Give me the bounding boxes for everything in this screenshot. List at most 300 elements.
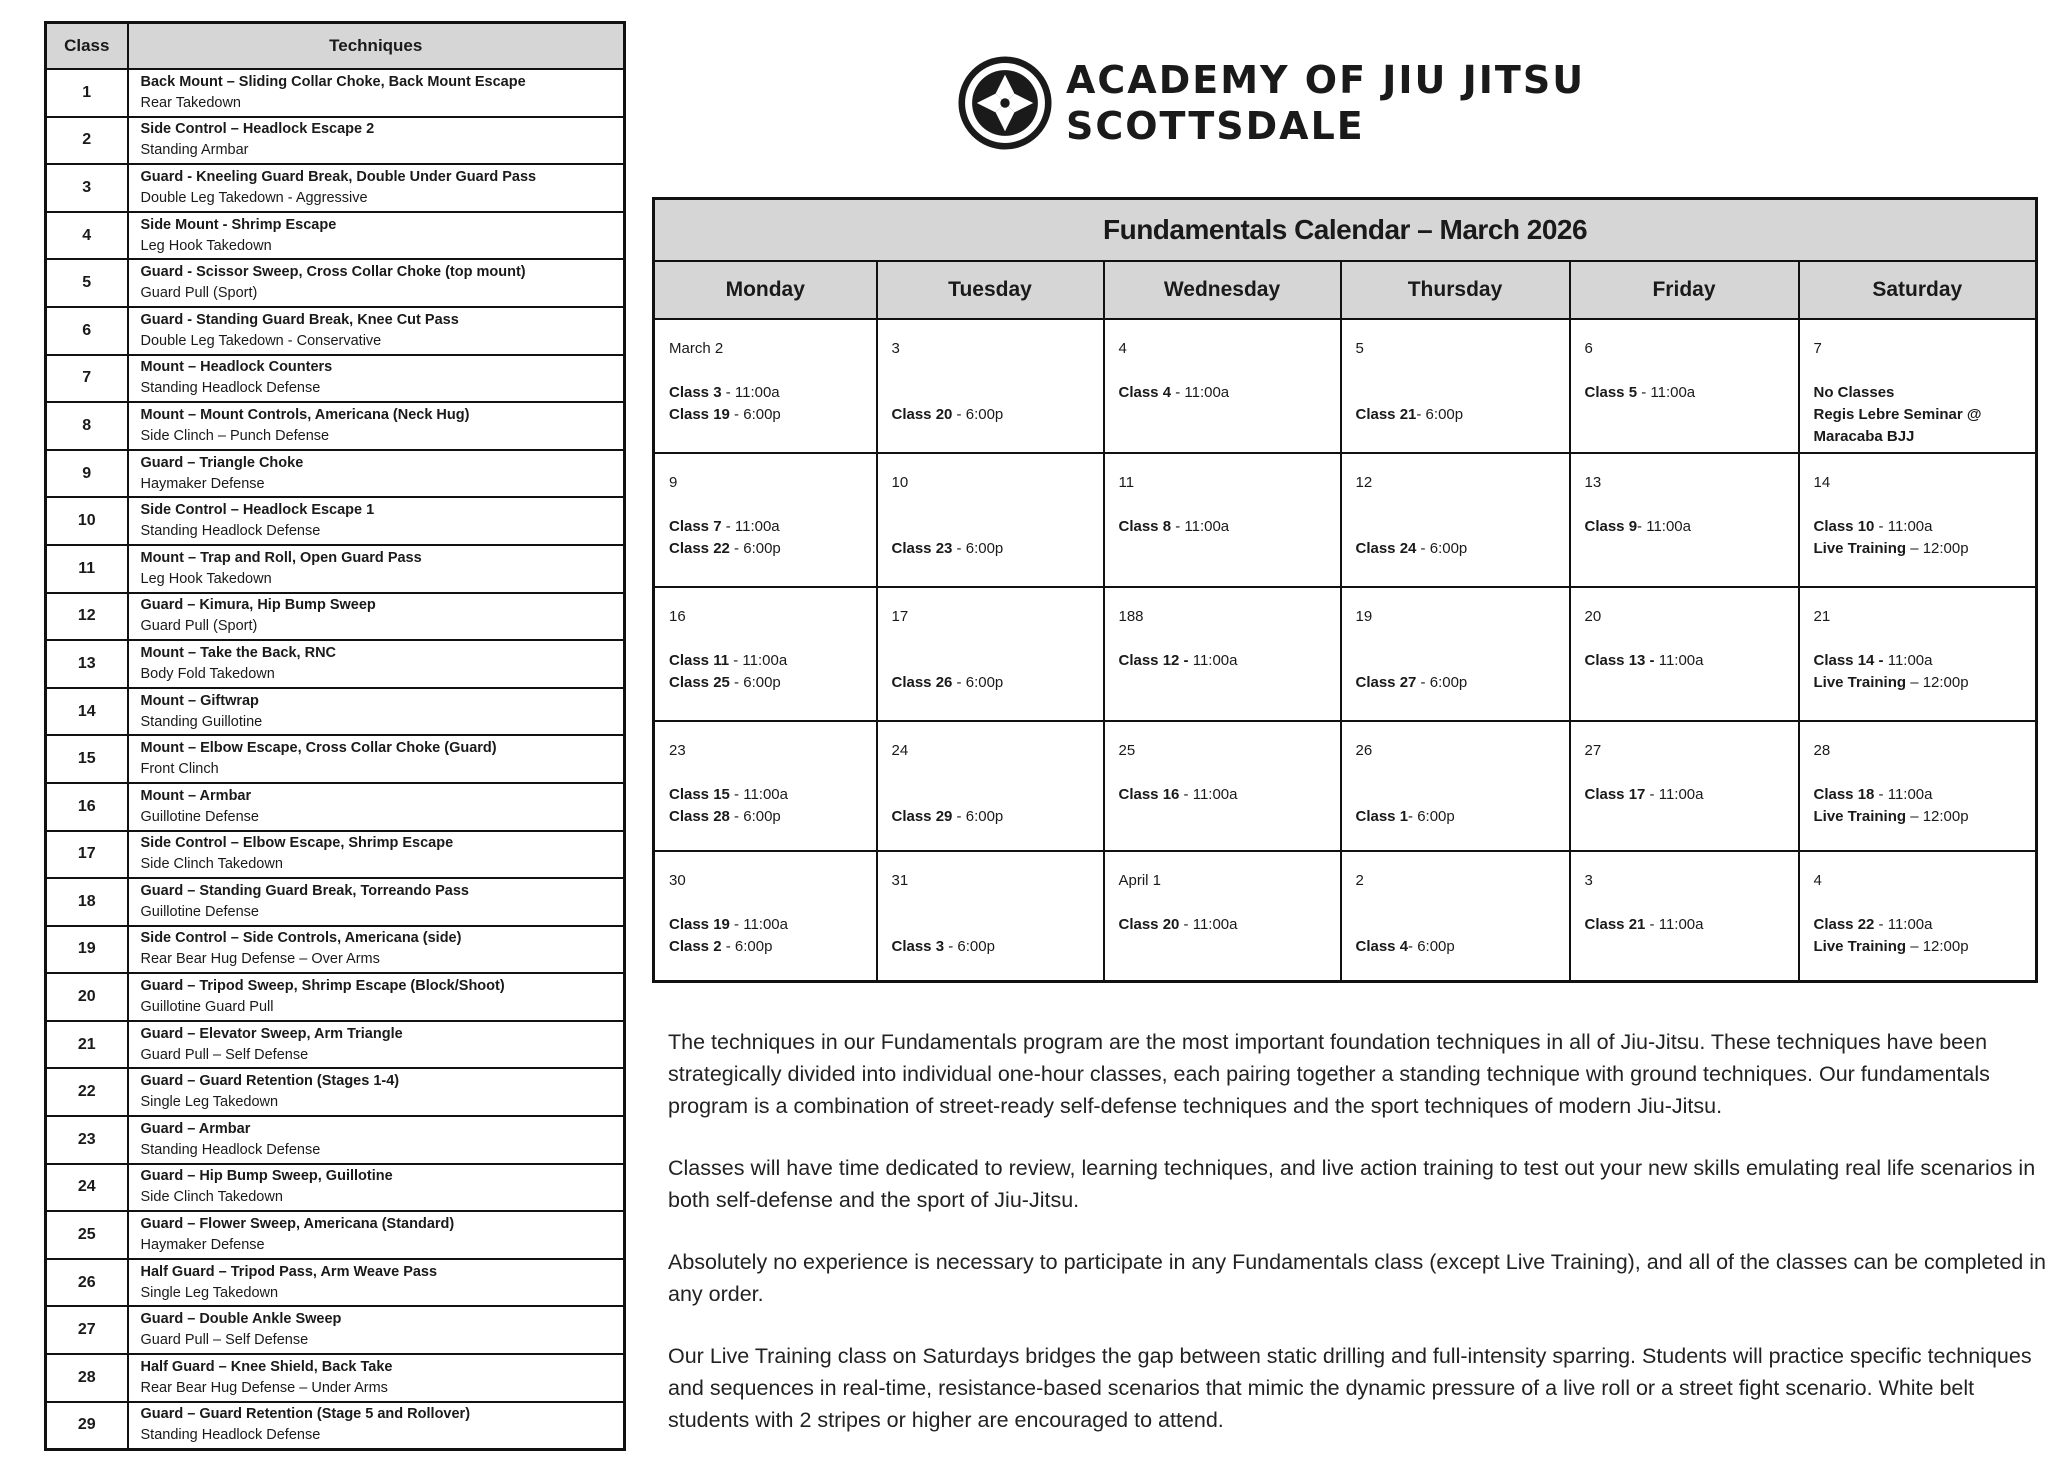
calendar-day-cell <box>1104 453 1341 587</box>
technique-row <box>46 450 625 498</box>
day-header-saturday: Saturday <box>1799 261 2037 319</box>
class-entry-label: Class 20 <box>1118 916 1180 933</box>
technique-row <box>46 1306 625 1354</box>
class-entry <box>892 516 1103 538</box>
calendar-day-cell <box>1341 851 1570 981</box>
class-number: 28 <box>46 1354 128 1402</box>
calendar-day-cell <box>877 319 1104 453</box>
class-entry-time: - 11:00a <box>1171 384 1230 401</box>
class-entry <box>1356 538 1569 560</box>
day-date: 21 <box>1813 608 1831 625</box>
day-date: 23 <box>669 742 686 759</box>
technique-row <box>46 735 625 783</box>
day-date: 26 <box>1355 742 1373 759</box>
technique-main: Mount – Giftwrap <box>140 692 259 709</box>
class-entry-label: Live Training <box>1813 674 1907 691</box>
technique-row <box>46 1354 625 1402</box>
class-entry-label: Class 17 <box>1584 786 1646 803</box>
technique-main: Mount – Headlock Counters <box>140 359 333 376</box>
calendar-day-headers <box>654 261 2037 319</box>
technique-main: Back Mount – Sliding Collar Choke, Back Mount Escape <box>140 73 526 90</box>
class-entry-label: Class 4 <box>1355 938 1409 955</box>
class-entry-label: Class 28 <box>669 808 730 825</box>
class-number: 16 <box>46 783 128 831</box>
class-entry <box>669 650 876 672</box>
technique-main: Guard – Elevator Sweep, Arm Triangle <box>140 1025 403 1042</box>
technique-description <box>128 450 625 498</box>
technique-row <box>46 545 625 593</box>
technique-description <box>128 1306 625 1354</box>
class-entry <box>1119 382 1340 404</box>
technique-row <box>46 1259 625 1307</box>
class-entry <box>892 382 1103 404</box>
technique-description <box>128 212 625 260</box>
class-entry-time: - 11:00a <box>1171 518 1230 535</box>
class-entry <box>1356 404 1569 426</box>
class-entry-time: - 6:00p <box>1408 938 1455 955</box>
class-number: 15 <box>46 735 128 783</box>
technique-sub: Leg Hook Takedown <box>140 237 272 254</box>
technique-sub: Guard Pull – Self Defense <box>140 1046 309 1063</box>
calendar-day-cell <box>877 721 1104 851</box>
class-entry-time: - 11:00a <box>1637 384 1696 401</box>
class-entry <box>1356 806 1569 828</box>
class-entry <box>1356 650 1569 672</box>
technique-description <box>128 1021 625 1069</box>
technique-sub: Single Leg Takedown <box>140 1094 279 1111</box>
class-entry-time: - 6:00p <box>1416 674 1468 691</box>
calendar-week-row <box>654 721 2037 851</box>
technique-description <box>128 831 625 879</box>
class-entry-label: Class 16 <box>1118 786 1180 803</box>
day-date: 28 <box>1813 742 1831 759</box>
class-entry-label: Class 18 <box>1813 786 1875 803</box>
day-date: 2 <box>1355 872 1364 889</box>
day-date: 20 <box>1584 608 1602 625</box>
class-number: 22 <box>46 1068 128 1116</box>
technique-description <box>128 973 625 1021</box>
class-entry-time: - 11:00a <box>729 786 788 803</box>
class-entry-label: Class 21 <box>1355 406 1417 423</box>
technique-description <box>128 1259 625 1307</box>
calendar-day-cell <box>1570 453 1799 587</box>
program-description <box>668 1026 2048 1466</box>
class-number: 1 <box>46 69 128 117</box>
class-number: 21 <box>46 1021 128 1069</box>
technique-main: Mount – Elbow Escape, Cross Collar Choke (Guard) <box>140 740 497 757</box>
technique-main: Guard - Standing Guard Break, Knee Cut Pass <box>140 311 459 328</box>
description-paragraph-3: Absolutely no experience is necessary to participate in any Fundamentals class (except Live Training), and all of the classes can be completed in any order. <box>668 1250 2046 1306</box>
technique-main: Guard – Guard Retention (Stages 1-4) <box>140 1073 400 1090</box>
class-entry-time: - 11:00a <box>729 916 788 933</box>
calendar-week-row <box>654 851 2037 981</box>
technique-sub: Standing Headlock Defense <box>140 523 321 540</box>
day-header-friday: Friday <box>1570 261 1799 319</box>
calendar-day-cell <box>654 587 877 721</box>
class-entry-time: – 12:00p <box>1906 674 1969 691</box>
technique-sub: Guillotine Guard Pull <box>140 999 274 1016</box>
technique-sub: Standing Headlock Defense <box>140 380 321 397</box>
class-entry-label: Class 3 <box>891 938 945 955</box>
day-date: 19 <box>1355 608 1373 625</box>
calendar-day-cell <box>1104 587 1341 721</box>
class-number: 13 <box>46 640 128 688</box>
technique-main: Guard – Triangle Choke <box>140 454 304 471</box>
technique-description <box>128 1354 625 1402</box>
technique-description <box>128 1164 625 1212</box>
class-entry-label: Regis Lebre Seminar @ <box>1813 406 1982 423</box>
technique-row <box>46 402 625 450</box>
technique-sub: Single Leg Takedown <box>140 1284 279 1301</box>
calendar-day-cell <box>1799 319 2037 453</box>
day-date: 12 <box>1355 474 1373 491</box>
technique-sub: Body Fold Takedown <box>140 665 275 682</box>
technique-main: Mount – Mount Controls, Americana (Neck Hug) <box>140 406 470 423</box>
day-date: 7 <box>1813 340 1822 357</box>
calendar-title: Fundamentals Calendar – March 2026 <box>654 199 2037 262</box>
class-entry-label: Class 19 <box>669 406 730 423</box>
day-header-wednesday: Wednesday <box>1104 261 1341 319</box>
technique-description <box>128 164 625 212</box>
calendar-day-cell <box>1799 721 2037 851</box>
class-number: 5 <box>46 259 128 307</box>
technique-row <box>46 69 625 117</box>
class-entry-time: - 11:00a <box>1645 916 1704 933</box>
class-entry <box>1814 672 2036 694</box>
class-entry <box>1585 784 1798 806</box>
calendar-day-cell <box>1104 851 1341 981</box>
calendar-day-cell <box>877 587 1104 721</box>
technique-row <box>46 688 625 736</box>
class-entry-time: - 6:00p <box>944 938 995 955</box>
class-entry-label: Maracaba BJJ <box>1813 428 1915 445</box>
technique-sub: Guard Pull (Sport) <box>140 618 258 635</box>
technique-row <box>46 1068 625 1116</box>
class-entry <box>1356 914 1569 936</box>
technique-description <box>128 640 625 688</box>
technique-description <box>128 545 625 593</box>
technique-main: Guard – Flower Sweep, Americana (Standard) <box>140 1216 455 1233</box>
day-date: 31 <box>891 872 909 889</box>
day-header-tuesday: Tuesday <box>877 261 1104 319</box>
technique-sub: Standing Headlock Defense <box>140 1427 321 1444</box>
class-entry <box>1585 914 1798 936</box>
class-entry-time: - 6:00p <box>952 808 1004 825</box>
technique-table <box>44 21 626 1451</box>
technique-main: Side Mount - Shrimp Escape <box>140 216 337 233</box>
class-entry <box>669 516 876 538</box>
technique-sub: Front Clinch <box>140 761 219 778</box>
class-number: 29 <box>46 1402 128 1450</box>
technique-row <box>46 831 625 879</box>
class-entry-label: Live Training <box>1813 808 1907 825</box>
technique-main: Mount – Armbar <box>140 787 252 804</box>
calendar-day-cell <box>1341 453 1570 587</box>
class-number: 23 <box>46 1116 128 1164</box>
calendar-day-cell <box>654 319 877 453</box>
class-number: 25 <box>46 1211 128 1259</box>
class-number: 14 <box>46 688 128 736</box>
technique-table-header <box>46 23 625 70</box>
technique-row <box>46 355 625 403</box>
class-entry <box>1814 516 2036 538</box>
calendar-body <box>654 319 2037 981</box>
class-entry-label: Class 12 - <box>1118 652 1189 669</box>
class-column-header: Class <box>46 23 128 70</box>
day-date: 10 <box>891 474 909 491</box>
class-entry <box>669 784 876 806</box>
class-entry-time: - 6:00p <box>1416 540 1468 557</box>
technique-row <box>46 259 625 307</box>
calendar-day-cell <box>1799 453 2037 587</box>
calendar-day-cell <box>1341 587 1570 721</box>
class-entry <box>1119 516 1340 538</box>
class-entry-time: - 6:00p <box>729 674 781 691</box>
class-entry <box>1356 382 1569 404</box>
class-entry-time: - 11:00a <box>1874 786 1933 803</box>
class-entry-time: – 12:00p <box>1906 938 1969 955</box>
academy-emblem-icon <box>958 56 1052 150</box>
calendar-day-cell <box>877 453 1104 587</box>
calendar-day-cell <box>1341 721 1570 851</box>
class-entry <box>1814 806 2036 828</box>
technique-row <box>46 640 625 688</box>
class-number: 2 <box>46 117 128 165</box>
technique-description <box>128 1116 625 1164</box>
technique-main: Guard – Double Ankle Sweep <box>140 1311 342 1328</box>
day-date: 3 <box>1584 872 1593 889</box>
class-entry-time: - 11:00a <box>1179 786 1238 803</box>
class-entry <box>669 538 876 560</box>
calendar-day-cell <box>1570 587 1799 721</box>
technique-row <box>46 1021 625 1069</box>
technique-sub: Haymaker Defense <box>140 1237 265 1254</box>
technique-main: Half Guard – Knee Shield, Back Take <box>140 1358 393 1375</box>
class-entry-time: 11:00a <box>1654 652 1704 669</box>
technique-main: Side Control – Headlock Escape 1 <box>140 502 375 519</box>
class-entry <box>1585 516 1798 538</box>
class-number: 3 <box>46 164 128 212</box>
calendar-week-row <box>654 453 2037 587</box>
technique-row <box>46 593 625 641</box>
technique-sub: Standing Guillotine <box>140 713 263 730</box>
class-number: 11 <box>46 545 128 593</box>
class-entry <box>892 650 1103 672</box>
class-entry-label: Class 22 <box>669 540 730 557</box>
technique-description <box>128 1068 625 1116</box>
calendar-week-row <box>654 319 2037 453</box>
technique-sub: Guillotine Defense <box>140 808 259 825</box>
technique-sub: Side Clinch Takedown <box>140 1189 283 1206</box>
technique-main: Guard - Scissor Sweep, Cross Collar Choke (top mount) <box>140 264 526 281</box>
technique-sub: Guard Pull – Self Defense <box>140 1332 309 1349</box>
class-number: 24 <box>46 1164 128 1212</box>
technique-sub: Double Leg Takedown - Aggressive <box>140 189 368 206</box>
class-entry <box>892 936 1103 958</box>
technique-sub: Guard Pull (Sport) <box>140 285 258 302</box>
class-entry-label: Class 19 <box>669 916 730 933</box>
class-entry-label: Class 9 <box>1584 518 1638 535</box>
day-date: 188 <box>1118 608 1144 625</box>
technique-description <box>128 735 625 783</box>
technique-sub: Leg Hook Takedown <box>140 570 272 587</box>
techniques-column-header: Techniques <box>128 23 625 70</box>
class-entry <box>1356 936 1569 958</box>
technique-row <box>46 1164 625 1212</box>
technique-description <box>128 783 625 831</box>
class-entry <box>1585 382 1798 404</box>
technique-sub: Guillotine Defense <box>140 903 259 920</box>
class-entry-label: Class 23 <box>891 540 953 557</box>
class-entry <box>669 382 876 404</box>
class-entry <box>1119 784 1340 806</box>
class-entry <box>669 404 876 426</box>
description-paragraph-1: The techniques in our Fundamentals program are the most important foundation techniques in all of Jiu-Jitsu. These techniques have been strategically divided into individual one-hour classes, each pairing together a standing technique with ground techniques. Our fundamentals program is a combination of street-ready self-defense techniques and the sport techniques of modern Jiu-Jitsu. <box>668 1030 1990 1118</box>
technique-row <box>46 783 625 831</box>
logo-line-2: SCOTTSDALE <box>1066 104 1365 148</box>
class-entry-time: - 11:00a <box>1179 916 1238 933</box>
class-entry-time: - 11:00a <box>1874 916 1933 933</box>
technique-table-body <box>46 69 625 1450</box>
class-number: 4 <box>46 212 128 260</box>
class-number: 27 <box>46 1306 128 1354</box>
class-entry <box>669 806 876 828</box>
class-entry <box>892 784 1103 806</box>
calendar-day-cell <box>654 851 877 981</box>
class-number: 10 <box>46 497 128 545</box>
class-entry-label: Class 8 <box>1118 518 1172 535</box>
technique-main: Guard – Guard Retention (Stage 5 and Rollover) <box>140 1406 471 1423</box>
calendar-week-row <box>654 587 2037 721</box>
class-entry <box>1119 914 1340 936</box>
class-entry-label: Class 10 <box>1813 518 1875 535</box>
technique-description <box>128 259 625 307</box>
technique-description <box>128 926 625 974</box>
class-entry <box>1356 672 1569 694</box>
class-entry-label: No Classes <box>1813 384 1895 401</box>
day-date: 3 <box>891 340 900 357</box>
technique-main: Side Control – Elbow Escape, Shrimp Escape <box>140 835 454 852</box>
class-number: 7 <box>46 355 128 403</box>
technique-description <box>128 593 625 641</box>
day-header-monday: Monday <box>654 261 877 319</box>
class-entry <box>669 914 876 936</box>
class-entry-time: – 12:00p <box>1906 540 1969 557</box>
class-entry-time: - 6:00p <box>721 938 773 955</box>
day-date: 11 <box>1118 474 1135 491</box>
class-number: 26 <box>46 1259 128 1307</box>
description-paragraph-2: Classes will have time dedicated to review, learning techniques, and live action training to test out your new skills emulating real life scenarios in both self-defense and the sport of Jiu-Jitsu. <box>668 1156 2036 1212</box>
class-entry-time: - 11:00a <box>729 652 788 669</box>
technique-description <box>128 307 625 355</box>
class-entry-time: – 12:00p <box>1906 808 1969 825</box>
calendar-day-cell <box>654 453 877 587</box>
fundamentals-calendar <box>652 197 2038 983</box>
class-entry <box>1814 650 2036 672</box>
class-entry <box>669 936 876 958</box>
calendar-day-cell <box>1799 851 2037 981</box>
technique-row <box>46 1211 625 1259</box>
day-date: 30 <box>669 872 686 889</box>
class-entry-label: Class 26 <box>891 674 953 691</box>
technique-main: Half Guard – Tripod Pass, Arm Weave Pass <box>140 1263 438 1280</box>
technique-sub: Standing Armbar <box>140 142 249 159</box>
technique-main: Guard – Standing Guard Break, Torreando Pass <box>140 882 469 899</box>
technique-main: Guard – Tripod Sweep, Shrimp Escape (Block/Shoot) <box>140 978 505 995</box>
day-date: 4 <box>1813 872 1822 889</box>
technique-sub: Rear Bear Hug Defense – Over Arms <box>140 951 380 968</box>
technique-main: Mount – Trap and Roll, Open Guard Pass <box>140 549 422 566</box>
class-entry <box>1814 426 2036 448</box>
calendar-day-cell <box>1570 851 1799 981</box>
technique-main: Mount – Take the Back, RNC <box>140 644 337 661</box>
class-entry <box>1814 914 2036 936</box>
academy-logo <box>958 56 1738 154</box>
technique-description <box>128 497 625 545</box>
class-entry-label: Class 11 <box>669 652 730 669</box>
technique-main: Guard – Armbar <box>140 1120 251 1137</box>
technique-row <box>46 926 625 974</box>
technique-sub: Double Leg Takedown - Conservative <box>140 332 382 349</box>
calendar-day-cell <box>1341 319 1570 453</box>
technique-sub: Rear Takedown <box>140 94 241 111</box>
class-entry <box>1356 784 1569 806</box>
class-entry-label: Class 13 - <box>1584 652 1655 669</box>
day-header-thursday: Thursday <box>1341 261 1570 319</box>
calendar-day-cell <box>654 721 877 851</box>
class-entry <box>1814 404 2036 426</box>
class-number: 19 <box>46 926 128 974</box>
technique-main: Guard – Kimura, Hip Bump Sweep <box>140 597 376 614</box>
class-number: 18 <box>46 878 128 926</box>
class-entry <box>892 806 1103 828</box>
technique-sub: Standing Headlock Defense <box>140 1141 321 1158</box>
class-entry <box>1814 936 2036 958</box>
calendar-day-cell <box>1104 721 1341 851</box>
class-number: 8 <box>46 402 128 450</box>
class-entry-label: Class 24 <box>1355 540 1417 557</box>
class-entry-label: Class 14 - <box>1813 652 1884 669</box>
class-number: 12 <box>46 593 128 641</box>
logo-line-1: ACADEMY OF JIU JITSU <box>1066 58 1586 102</box>
calendar-day-cell <box>1104 319 1341 453</box>
technique-sub: Rear Bear Hug Defense – Under Arms <box>140 1379 388 1396</box>
technique-row <box>46 1402 625 1450</box>
class-entry-time: - 6:00p <box>1416 406 1464 423</box>
class-entry <box>892 914 1103 936</box>
day-date: 9 <box>669 474 678 491</box>
technique-description <box>128 688 625 736</box>
class-entry-time: - 6:00p <box>729 808 781 825</box>
technique-description <box>128 117 625 165</box>
class-entry-time: - 6:00p <box>952 406 1004 423</box>
technique-description <box>128 402 625 450</box>
class-entry <box>1119 650 1340 672</box>
class-entry <box>1814 382 2036 404</box>
technique-description <box>128 69 625 117</box>
technique-row <box>46 878 625 926</box>
day-date: 4 <box>1118 340 1127 357</box>
technique-main: Guard - Kneeling Guard Break, Double Under Guard Pass <box>140 168 537 185</box>
class-number: 17 <box>46 831 128 879</box>
class-entry-label: Class 3 <box>669 384 722 401</box>
technique-description <box>128 1211 625 1259</box>
technique-main: Side Control – Headlock Escape 2 <box>140 121 375 138</box>
class-entry-label: Live Training <box>1813 938 1907 955</box>
class-entry-label: Class 20 <box>891 406 953 423</box>
technique-row <box>46 164 625 212</box>
calendar-day-cell <box>1570 721 1799 851</box>
